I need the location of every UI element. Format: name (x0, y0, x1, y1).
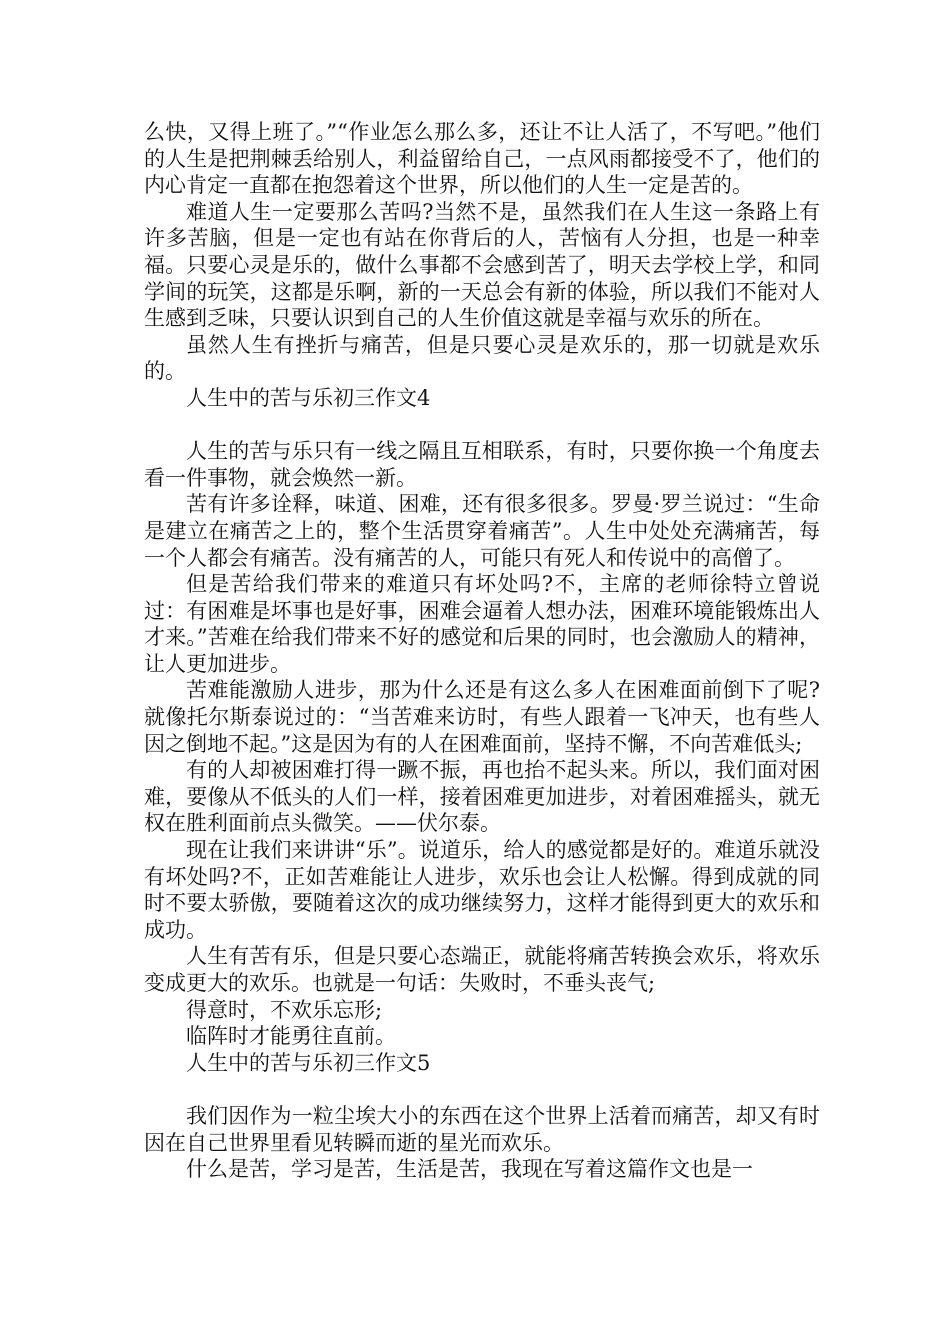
paragraph-10: 现在让我们来讲讲“乐”。说道乐，给人的感觉都是好的。难道乐就没有坏处吗?不，正如苦难能让人进步，欢乐也会让人松懈。得到成就的同时不要太骄傲，要随着这次的成功继续努力，这样才能得到更大的欢乐和成功。 (144, 838, 820, 942)
paragraph-8: 苦难能激励人进步，那为什么还是有这么多人在困难面前倒下了呢?就像托尔斯泰说过的：“当苦难来访时，有些人跟着一飞冲天，也有些人因之倒地不起。”这是因为有的人在困难面前，坚持不懈，不向苦难低头; (144, 678, 820, 756)
paragraph-2: 难道人生一定要那么苦吗?当然不是，虽然我们在人生这一条路上有许多苦脑，但是一定也有站在你背后的人，苦恼有人分担，也是一种幸福。只要心灵是乐的，做什么事都不会感到苦了，明天去学校上学，和同学间的玩笑，这都是乐啊，新的一天总会有新的体验，所以我们不能对人生感到乏味，只要认识到自己的人生价值这就是幸福与欢乐的所在。 (144, 199, 820, 331)
paragraph-7: 但是苦给我们带来的难道只有坏处吗?不，主席的老师徐特立曾说过：有困难是坏事也是好事，困难会逼着人想办法，困难环境能锻炼出人才来。”苦难在给我们带来不好的感觉和后果的同时，也会激励人的精神，让人更加进步。 (144, 572, 820, 676)
section-heading-4: 人生中的苦与乐初三作文4 (186, 385, 431, 410)
paragraph-12: 得意时，不欢乐忘形; (186, 997, 383, 1022)
paragraph-6: 苦有许多诠释，味道、困难，还有很多很多。罗曼·罗兰说过：“生命是建立在痛苦之上的，整个生活贯穿着痛苦”。人生中处处充满痛苦，每一个人都会有痛苦。没有痛苦的人，可能只有死人和传说中的高僧了。 (144, 492, 820, 570)
paragraph-15: 我们因作为一粒尘埃大小的东西在这个世界上活着而痛苦，却又有时因在自己世界里看见转瞬而逝的星光而欢乐。 (144, 1103, 820, 1155)
paragraph-16: 什么是苦，学习是苦，生活是苦，我现在写着这篇作文也是一 (186, 1157, 753, 1182)
paragraph-11: 人生有苦有乐，但是只要心态端正，就能将痛苦转换会欢乐，将欢乐变成更大的欢乐。也就是一句话：失败时，不垂头丧气; (144, 944, 820, 995)
document-body (144, 119, 820, 1183)
paragraph-13: 临阵时才能勇往直前。 (186, 1024, 396, 1049)
paragraph-1: 么快，又得上班了。”“作业怎么那么多，还让不让人活了，不写吧。”他们的人生是把荆棘丢给别人，利益留给自己，一点风雨都接受不了，他们的内心肯定一直都在抱怨着这个世界，所以他们的人生一定是苦的。 (144, 120, 820, 198)
paragraph-3: 虽然人生有挫折与痛苦，但是只要心灵是欢乐的，那一切就是欢乐的。 (144, 332, 820, 384)
paragraph-5: 人生的苦与乐只有一线之隔且互相联系，有时，只要你换一个角度去看一件事物，就会焕然一新。 (144, 439, 820, 490)
section-heading-5: 人生中的苦与乐初三作文5 (186, 1050, 431, 1075)
paragraph-9: 有的人却被困难打得一蹶不振，再也抬不起头来。所以，我们面对困难，要像从不低头的人们一样，接着困难更加进步，对着困难摇头，就无权在胜利面前点头微笑。——伏尔泰。 (144, 758, 820, 836)
